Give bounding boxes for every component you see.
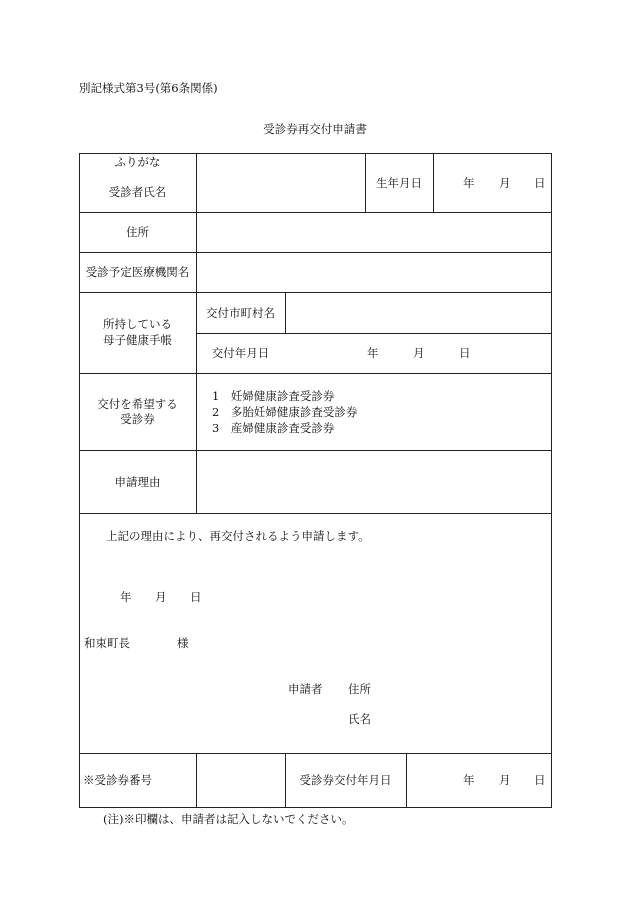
column-divider bbox=[406, 753, 407, 808]
address-label: 住所 bbox=[126, 225, 149, 239]
applicant-name-label: 氏名 bbox=[348, 712, 371, 726]
application-form-table bbox=[79, 153, 552, 808]
row-divider bbox=[79, 252, 552, 253]
form-number: 別記様式第3号(第6条関係) bbox=[79, 81, 218, 95]
desired-option-1: 1 妊婦健康診査受診券 bbox=[212, 389, 335, 403]
issue-day-label: 日 bbox=[459, 346, 471, 360]
row-divider bbox=[79, 450, 552, 451]
column-divider bbox=[196, 753, 197, 808]
issuer-label: 交付市町村名 bbox=[206, 306, 275, 320]
desired-option-3: 3 産婦健康診査受診券 bbox=[212, 421, 335, 435]
handbook-label-line1: 所持している bbox=[103, 317, 172, 331]
row-divider bbox=[196, 333, 552, 334]
handbook-label-line2: 母子健康手帳 bbox=[103, 333, 172, 347]
hospital-label: 受診予定医療機関名 bbox=[85, 265, 190, 279]
name-label: 受診者氏名 bbox=[108, 185, 167, 199]
table-border-right bbox=[551, 153, 552, 808]
furigana-label: ふりがな bbox=[114, 155, 161, 169]
birth-year-label: 年 bbox=[463, 176, 475, 190]
ticket-issue-day-label: 日 bbox=[534, 773, 546, 787]
desired-option-2: 2 多胎妊婦健康診査受診券 bbox=[212, 405, 358, 419]
ticket-issue-date-label: 受診券交付年月日 bbox=[299, 773, 392, 787]
desired-ticket-label-line2: 受診券 bbox=[120, 412, 155, 426]
addressee-honorific: 様 bbox=[177, 636, 189, 650]
row-divider bbox=[79, 753, 552, 754]
issue-month-label: 月 bbox=[413, 346, 425, 360]
footnote: (注)※印欄は、申請者は記入しないでください。 bbox=[103, 812, 354, 826]
desired-ticket-label-line1: 交付を希望する bbox=[97, 397, 178, 411]
form-title: 受診券再交付申請書 bbox=[263, 122, 367, 136]
addressee: 和束町長 bbox=[84, 636, 130, 650]
applicant-address-label: 住所 bbox=[348, 682, 371, 696]
ticket-issue-month-label: 月 bbox=[499, 773, 511, 787]
applicant-label: 申請者 bbox=[288, 682, 323, 696]
application-statement: 上記の理由により、再交付されるよう申請します。 bbox=[106, 529, 370, 543]
reason-label: 申請理由 bbox=[114, 475, 161, 489]
application-year-label: 年 bbox=[120, 590, 132, 604]
column-divider bbox=[196, 153, 197, 513]
birth-month-label: 月 bbox=[499, 176, 511, 190]
table-border-top bbox=[79, 153, 552, 154]
row-divider bbox=[79, 373, 552, 374]
issue-year-label: 年 bbox=[367, 346, 379, 360]
application-month-label: 月 bbox=[155, 590, 167, 604]
ticket-number-label: ※受診券番号 bbox=[83, 773, 152, 787]
birth-date-label: 生年月日 bbox=[376, 176, 422, 190]
ticket-issue-year-label: 年 bbox=[463, 773, 475, 787]
column-divider bbox=[433, 153, 434, 212]
column-divider bbox=[285, 292, 286, 333]
row-divider bbox=[79, 292, 552, 293]
table-border-bottom bbox=[79, 807, 552, 808]
application-day-label: 日 bbox=[190, 590, 202, 604]
row-divider bbox=[79, 513, 552, 514]
birth-day-label: 日 bbox=[534, 176, 546, 190]
row-divider bbox=[79, 212, 552, 213]
issue-date-label: 交付年月日 bbox=[211, 346, 270, 360]
